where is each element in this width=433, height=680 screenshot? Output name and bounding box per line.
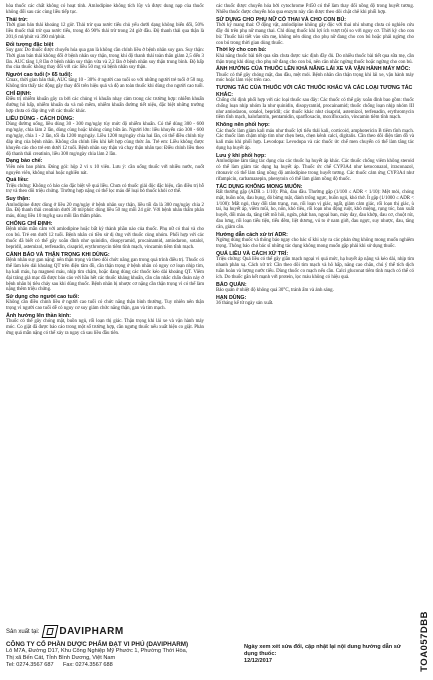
section-body: Viên nén bao phim. Đóng gói: hộp 2 vỉ x 10 viên. Lưu ý: cần uống thuốc với nhiều nước, nuốt nguyên viên, không nhai hoặc nghiền nát. xyxy=(6,164,204,176)
section-heading: Dạng bào chế: xyxy=(6,158,43,165)
section-heading: CHỈ ĐỊNH: xyxy=(6,91,32,98)
revision-label: Ngày xem xét sửa đổi, cập nhật lại nội dung hướng dẫn sử dụng thuốc: xyxy=(244,644,401,657)
section-heading: HẠN DÙNG: xyxy=(216,294,247,301)
logo-text: DAVIPHARM xyxy=(59,626,124,637)
manufacturer-info xyxy=(6,625,236,669)
section-body: Dùng đường uống, liều dùng 30 - 300 mg/ngày tùy mức độ nhiễm khuẩn. Có thể dùng 300 - 600 mg/ngày, chia làm 2 lần, dùng cùng hoặc không cùng bữa ăn. Người lớn: liều khuyến cáo 300 - 600 mg/ngày, chia 1 - 2 lần, tối đa 1200 mg/ngày. Liều 1200 mg/ngày chia hai lần, có thể điều chỉnh tùy đáp ứng của bệnh nhân. Không cần chỉnh liều khi kết hợp cùng thức ăn. Trẻ em: Liều không được khuyến cáo cho trẻ em dưới 12 tuổi. Bệnh nhân suy thận và chạy thận nhân tạo: Điều chỉnh liều theo độ thanh thải creatinin, liều 300 mg/ngày chia làm 2 lần. xyxy=(6,122,204,157)
section-heading: TÁC DỤNG KHÔNG MONG MUỐN: xyxy=(216,183,303,190)
davipharm-logo-icon xyxy=(42,625,59,638)
section-body: Triệu chứng: Không có báo cáo đặc biệt về quá liều. Chưa có thuốc giải độc đặc hiệu, cần điều trị hỗ trợ và theo dõi triệu chứng. Trường hợp nặng có thể lọc máu để loại bỏ thuốc khỏi cơ thể. xyxy=(6,183,204,195)
text-section xyxy=(6,4,204,16)
text-section xyxy=(6,252,204,293)
section-heading: CẢNH BÁO VÀ THẬN TRỌNG KHI DÙNG: xyxy=(6,251,110,258)
text-section xyxy=(6,196,204,220)
text-section xyxy=(6,116,204,157)
section-heading: Quá liều: xyxy=(6,177,29,184)
text-section xyxy=(216,122,414,152)
contact-line xyxy=(6,662,236,669)
text-section xyxy=(216,153,414,183)
address-line-1: Lô M7A, Đường D17, Khu Công Nghiệp Mỹ Phước 1, Phường Thới Hòa, xyxy=(6,648,188,654)
section-heading: LIỀU DÙNG - CÁCH DÙNG: xyxy=(6,116,74,122)
section-body: Khả năng thuốc bài tiết qua sữa chưa được xác định đầy đủ. Do nhiều thuốc bài tiết qua sữa mẹ, cần thận trọng khi dùng cho phụ nữ đang cho con bú, nên cân nhắc ngừng thuốc hoặc ngừng cho con bú. xyxy=(216,53,414,65)
section-body: Triệu chứng: Quá liều có thể gây giãn mạch ngoại vi quá mức, hạ huyết áp nặng và kéo dài, nhịp tim nhanh phản xạ. Cách xử trí: Cần theo dõi tim mạch và hô hấp, nâng cao chân, chú ý thể tích dịch tuần hoàn và lượng nước tiểu. Dùng thuốc co mạch nếu cần. Calci gluconat tiêm tĩnh mạch có thể có ích. Do thuốc gắn kết mạnh với protein, lọc máu không có hiệu quả. xyxy=(216,257,414,280)
section-heading: Suy thận: xyxy=(6,196,31,203)
text-section xyxy=(216,85,414,121)
section-heading: Không nên phối hợp: xyxy=(216,122,270,129)
section-body: Bệnh nhân suy gan nặng: nên thận trọng và theo dõi chức năng gan trong quá trình điều trị. Thuốc có thể làm kéo dài khoảng QT trên điện tâm đồ, cần thận trọng ở bệnh nhân có nguy cơ loạn nhịp tim, hạ kali máu, hạ magnesi máu, nhịp tim chậm, hoặc đang dùng các thuốc kéo dài khoảng QT. Viêm đại tràng giả mạc đã được báo cáo với hầu hết các thuốc kháng khuẩn, cần cân nhắc chẩn đoán này ở bệnh nhân bị tiêu chảy sau khi dùng thuốc. Bệnh nhân bị nhược cơ nặng cần thận trọng vì có thể làm nặng thêm triệu chứng. xyxy=(6,258,204,293)
section-body: Các thuốc làm giảm kali máu như thuốc lợi tiểu thải kali, corticoid, amphotericin B tiêm tĩnh mạch. Các thuốc làm chậm nhịp tim như chẹn beta, chẹn kênh calci, digitalis. Cần theo dõi điện tâm đồ và kali máu khi phối hợp. Levodopa: Levodopa và các thuốc ức chế men chuyển có thể làm tăng tác dụng hạ huyết áp. xyxy=(216,128,414,152)
section-heading: QUÁ LIỀU VÀ CÁCH XỬ TRÍ: xyxy=(216,250,289,257)
section-heading: BẢO QUẢN: xyxy=(216,281,247,288)
text-section xyxy=(216,66,414,84)
text-section xyxy=(6,294,204,312)
section-heading: TƯƠNG TÁC CỦA THUỐC VỚI CÁC THUỐC KHÁC VÀ CÁC LOẠI TƯƠNG TÁC KHÁC: xyxy=(216,85,413,98)
fax-number: Fax: 0274.3567 688 xyxy=(62,662,113,668)
text-section xyxy=(216,4,414,16)
section-heading: Đối tượng đặc biệt xyxy=(6,41,54,48)
section-heading: ẢNH HƯỞNG CỦA THUỐC LÊN KHẢ NĂNG LÁI XE VÀ VẬN HÀNH MÁY MÓC: xyxy=(216,66,411,73)
section-heading: CHỐNG CHỈ ĐỊNH: xyxy=(6,221,53,228)
section-heading: Thải trừ: xyxy=(6,16,28,23)
section-body: Ngừng dùng thuốc và thông báo ngay cho bác sĩ khi xảy ra các phản ứng không mong muốn nghiêm trọng. Thông báo cho bác sĩ những tác dụng không mong muốn gặp phải khi sử dụng thuốc. xyxy=(216,238,414,249)
left-column xyxy=(6,4,204,338)
text-section xyxy=(6,158,204,176)
section-body: Amlodipine được dùng ở liều 20 mg/ngày ở bệnh nhân suy thận, liều tối đa là 300 mg/ngày chia 2 lần. Độ thanh thải creatinin dưới 30 ml/phút: dùng liều 50 mg mỗi 24 giờ. Với bệnh nhân thẩm phân máu, dùng liều 10 mg/kg sau mỗi lần thẩm phân. xyxy=(6,202,204,220)
document-code: TOA057DBB xyxy=(419,611,430,672)
maker-row xyxy=(6,625,236,638)
section-heading: Ảnh hưởng lên thần kinh: xyxy=(6,313,71,320)
text-section xyxy=(216,295,414,307)
section-body: Thuốc có thể gây chóng mặt, đau đầu, mệt mỏi. Bệnh nhân cần thận trọng khi lái xe, vận hành máy móc hoặc làm việc trên cao. xyxy=(216,72,414,84)
section-body: Chống chỉ định phối hợp với các loại thuốc sau đây: Các thuốc có thể gây xoắn đỉnh bao gồm: thuốc chống loạn nhịp nhóm Ia như quinidin, disopyramid, procainamid; thuốc chống loạn nhịp nhóm III như amiodaron, sotalol, bepridil; các thuốc khác như cisaprid, astemizol, terfenadin, erythromycin tiêm tĩnh mạch, halofantrin, pentamidin, sparfloxacin, moxifloxacin, vincamin tiêm tĩnh mạch. xyxy=(216,97,414,121)
section-body: Thuốc có thể gây chóng mặt, buồn ngủ, rối loạn thị giác. Thận trọng khi lái xe và vận hành máy móc. Co giật đã được báo cáo trong một số trường hợp, cần ngưng thuốc nếu xuất hiện co giật. Phản ứng quá mẫn nặng có thể xảy ra ngay cả sau liều đầu tiên. xyxy=(6,319,204,337)
text-section xyxy=(6,91,204,115)
text-section xyxy=(216,282,414,294)
section-body: Thời kỳ mang thai: Ở động vật, amlodipine không gây độc với thai nhi nhưng chưa có nghiên cứu đầy đủ trên phụ nữ mang thai. Chỉ dùng thuốc khi lợi ích vượt trội so với nguy cơ. Thời kỳ cho con bú: Thuốc bài tiết vào sữa mẹ, không nên dùng cho phụ nữ đang cho con bú hoặc phải ngừng cho con bú trong thời gian dùng thuốc. xyxy=(216,22,414,46)
section-heading: SỬ DỤNG CHO PHỤ NỮ CÓ THAI VÀ CHO CON BÚ: xyxy=(216,16,347,23)
section-body: Suy gan: Do thuốc được chuyển hóa qua gan là không cần chỉnh liều ở bệnh nhân suy gan. Suy thận: Thời gian bán thải không đổi ở bệnh nhân suy thận, trong khi độ thanh thải toàn thân giảm 2,5 đến 3 lần. AUC tăng 1,8 lần ở bệnh nhân suy thận vừa và 2,2 lần ở bệnh nhân suy thận trung bình. Độ hấp thu của thuốc không thay đổi với các liều 50 mg và bệnh nhân suy thận. xyxy=(6,47,204,71)
section-body: hòa thuốc các chất không có hoạt tính. Amlodipine không tích lũy và được dung nạp của thuốc không đổi sau các cùng liều tiếp tục. xyxy=(6,4,204,15)
package-insert xyxy=(6,4,414,676)
text-section xyxy=(6,313,204,337)
text-section xyxy=(6,177,204,195)
section-body: Thời gian bán thải khoảng 12 giờ. Thải trừ qua nước tiểu chủ yếu dưới dạng không biến đổi, 50% liều thuốc thải trừ qua nước tiểu, trong đó 90% thải trừ trong 24 giờ đầu. Độ thanh thải qua thận là 201,6 ml/phút và 390 ml/phút. xyxy=(6,22,204,40)
text-section xyxy=(216,47,414,65)
right-column xyxy=(216,4,414,308)
phone-number: Tel: 0274.3567 687 xyxy=(6,662,54,668)
section-body: Amlodipine làm tăng tác dụng của các thuốc hạ huyết áp khác. Các thuốc chống viêm không steroid có thể làm giảm tác dụng hạ huyết áp. Thuốc ức chế CYP3A4 như ketoconazol, itraconazol, ritonavir có thể làm tăng nồng độ amlodipine trong huyết tương. Các thuốc cảm ứng CYP3A4 như rifampicin, carbamazepin, phenytoin có thể làm giảm nồng độ thuốc. xyxy=(216,159,414,182)
text-section xyxy=(6,17,204,41)
section-heading: Thời kỳ cho con bú: xyxy=(216,47,267,54)
text-section xyxy=(6,72,204,90)
text-section xyxy=(216,17,414,47)
section-heading: Người cao tuổi (> 65 tuổi): xyxy=(6,72,73,79)
section-body: Cmax, thời gian bán thải, AUC tăng 10 - 30% ở người cao tuổi so với những người trẻ tuổi ở 50 mg. Không tìm thấy tác động gây thay đổi trên hiệu quả và độ an toàn thuốc khi dùng cho người cao tuổi. xyxy=(6,78,204,90)
text-section xyxy=(6,221,204,251)
maker-label: Sản xuất tại: xyxy=(6,628,40,635)
text-section xyxy=(216,251,414,281)
company-name: CÔNG TY CỔ PHẦN DƯỢC PHẨM ĐẠT VI PHÚ (DAVIPHARM) xyxy=(6,641,189,648)
section-heading: Lưu ý khi phối hợp: xyxy=(216,152,266,159)
text-section xyxy=(6,42,204,72)
revision-note xyxy=(244,644,404,665)
section-heading: Sử dụng cho người cao tuổi: xyxy=(6,294,80,301)
section-body: Bảo quản ở nhiệt độ không quá 30°C, tránh ẩm và ánh sáng. xyxy=(216,287,334,293)
section-body: Điều trị nhiễm khuẩn gây ra bởi các chủng vi khuẩn nhạy cảm trong các trường hợp: nhiễm khuẩn đường hô hấp, nhiễm khuẩn da và mô mềm, nhiễm khuẩn đường tiết niệu, đặc biệt những trường hợp chưa có đáp ứng với các thuốc khác. xyxy=(6,97,204,115)
davipharm-logo xyxy=(43,625,123,638)
section-body: Không cần điều chỉnh liều ở người cao tuổi có chức năng thận bình thường. Tuy nhiên nên thận trọng vì người cao tuổi dễ có nguy cơ suy giảm chức năng thận, gan và tim mạch. xyxy=(6,300,204,312)
text-section xyxy=(216,184,414,231)
section-heading: Hướng dẫn cách xử trí ADR: xyxy=(216,231,288,238)
section-body: Bệnh nhân mẫn cảm với amlodipine hoặc bất kỳ thành phần nào của thuốc. Phụ nữ có thai và cho con bú. Trẻ em dưới 12 tuổi. Bệnh nhân có tiền sử dị ứng với thuốc cùng nhóm. Phối hợp với các thuốc đã biết có thể gây xoắn đỉnh như quinidin, disopyramid, procainamid, amiodaron, sotalol, bepridil, astemizol, terfenadin, cisaprid, erythromycin tiêm tĩnh mạch, vincamin tiêm tĩnh mạch. xyxy=(6,227,204,250)
address-line-2: Thị xã Bến Cát, Tỉnh Bình Dương, Việt Nam xyxy=(6,655,116,661)
section-body: 36 tháng kể từ ngày sản xuất. xyxy=(216,300,274,306)
revision-date: 12/12/2017 xyxy=(244,658,272,664)
text-section xyxy=(216,232,414,250)
section-body: Rất thường gặp (ADR ≥ 1/10): Phù, đau đầu. Thường gặp (1/100 ≤ ADR < 1/10): Mệt mỏi, chóng mặt, buồn nôn, đau bụng, đỏ bừng mặt, đánh trống ngực, buồn ngủ, khó thở. Ít gặp (1/1000 ≤ ADR < 1/100): Mất ngủ, thay đổi tâm trạng, run, rối loạn vị giác, ngất, giảm cảm giác, rối loạn thị giác, ù tai, hạ huyết áp, viêm mũi, ho, nôn, khó tiêu, rối loạn nhu động ruột, khô miệng, rụng tóc, ban xuất huyết, đổi màu da, tăng tiết mồ hôi, ngứa, phát ban, ngoại ban, mày đay, đau khớp, đau cơ, chuột rút, đau lưng, rối loạn tiểu tiện, tiểu đêm, liệt dương, vú to ở nam giới, đau ngực, suy nhược, đau, tăng cân, giảm cân. xyxy=(216,189,414,230)
section-body: các thuốc được chuyển hóa bởi cytochrome P450 có thể làm thay đổi nồng độ trong huyết tương. Nhiều thuốc được chuyển hóa qua enzym này cần được theo dõi chặt chẽ khi phối hợp. xyxy=(216,4,414,15)
